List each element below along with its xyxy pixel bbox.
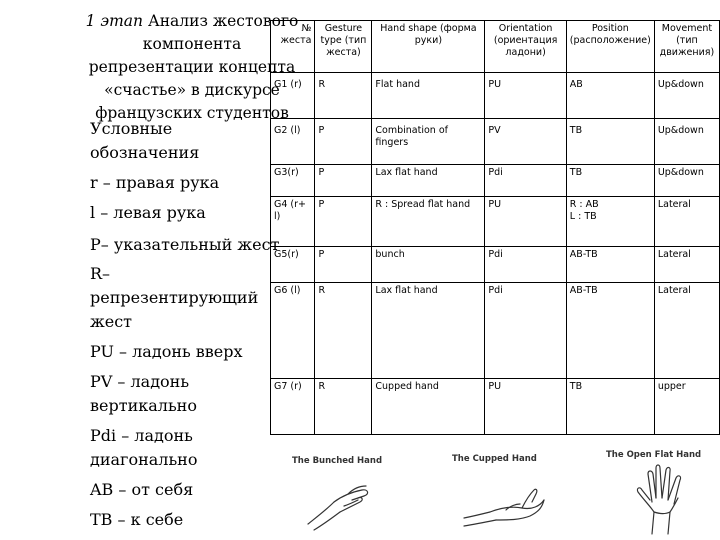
legend-item-pdi: Pdi – ладонь диагонально	[90, 426, 198, 469]
legend-item-p: P– указательный жест	[90, 235, 280, 254]
cell-shape: Lax flat hand	[372, 165, 485, 197]
cell-position: TB	[566, 165, 654, 197]
cell-movement: Up&down	[654, 73, 719, 119]
open-flat-hand-icon	[622, 462, 702, 536]
cell-gesture: G2 (l)	[271, 119, 315, 165]
cell-type: R	[315, 283, 372, 379]
caption-open-flat-hand: The Open Flat Hand	[606, 450, 702, 460]
header-position: Position (расположение)	[566, 21, 654, 73]
caption-bunched-hand: The Bunched Hand	[292, 456, 383, 466]
caption-cupped-hand: The Cupped Hand	[452, 454, 537, 464]
cell-gesture: G5(r)	[271, 247, 315, 283]
legend-item-tb: TB – к себе	[90, 510, 184, 529]
cell-orientation: PV	[485, 119, 566, 165]
cell-position: TB	[566, 119, 654, 165]
cell-movement: upper	[654, 379, 719, 435]
legend-item-r: r – правая рука	[90, 173, 220, 192]
slide-title	[82, 10, 302, 125]
cell-orientation: PU	[485, 73, 566, 119]
legend-item-pu: PU – ладонь вверх	[90, 342, 243, 361]
cell-type: P	[315, 119, 372, 165]
table-row	[271, 283, 720, 379]
table-row	[271, 247, 720, 283]
cell-movement: Lateral	[654, 197, 719, 247]
cell-movement: Lateral	[654, 283, 719, 379]
cell-orientation: Pdi	[485, 283, 566, 379]
table-header-row	[271, 21, 720, 73]
cupped-hand-icon	[460, 470, 550, 532]
cell-position: AB	[566, 73, 654, 119]
cell-movement: Up&down	[654, 165, 719, 197]
cell-position: TB	[566, 379, 654, 435]
table-row	[271, 73, 720, 119]
cell-gesture: G4 (r+ l)	[271, 197, 315, 247]
cell-shape: Cupped hand	[372, 379, 485, 435]
cell-orientation: PU	[485, 197, 566, 247]
header-gesture-number: № жеста	[271, 21, 315, 73]
cell-gesture: G7 (r)	[271, 379, 315, 435]
table-row	[271, 379, 720, 435]
title-text: Анализ жестового компонента репрезентации концепта «счастье» в дискурсе французских студентов	[88, 12, 299, 122]
cell-shape: Lax flat hand	[372, 283, 485, 379]
hand-illustrations	[270, 446, 720, 540]
legend-item-r-repr: R– репрезентирующий жест	[90, 264, 259, 331]
cell-shape: Flat hand	[372, 73, 485, 119]
legend-heading: Условные обозначения	[90, 119, 200, 162]
cell-gesture: G3(r)	[271, 165, 315, 197]
cell-type: P	[315, 247, 372, 283]
cell-type: P	[315, 197, 372, 247]
header-orientation: Orientation (ориентация ладони)	[485, 21, 566, 73]
table-row	[271, 165, 720, 197]
stage-label: 1 этап	[85, 12, 144, 30]
cell-orientation: Pdi	[485, 247, 566, 283]
legend-item-pv: PV – ладонь вертикально	[90, 372, 197, 415]
cell-shape: R : Spread flat hand	[372, 197, 485, 247]
cell-orientation: PU	[485, 379, 566, 435]
table-row	[271, 119, 720, 165]
legend-item-ab: AB – от себя	[90, 480, 194, 499]
cell-movement: Lateral	[654, 247, 719, 283]
cell-gesture: G6 (l)	[271, 283, 315, 379]
cell-movement: Up&down	[654, 119, 719, 165]
bunched-hand-icon	[300, 472, 380, 532]
cell-position: AB-TB	[566, 247, 654, 283]
cell-type: R	[315, 379, 372, 435]
table-row	[271, 197, 720, 247]
cell-gesture: G1 (r)	[271, 73, 315, 119]
header-gesture-type: Gesture type (тип жеста)	[315, 21, 372, 73]
legend-item-l: l – левая рука	[90, 203, 206, 222]
cell-shape: Combination of fingers	[372, 119, 485, 165]
header-hand-shape: Hand shape (форма руки)	[372, 21, 485, 73]
cell-shape: bunch	[372, 247, 485, 283]
cell-type: R	[315, 73, 372, 119]
header-movement: Movement (тип движения)	[654, 21, 719, 73]
cell-type: P	[315, 165, 372, 197]
gesture-table	[270, 20, 720, 435]
cell-orientation: Pdi	[485, 165, 566, 197]
cell-position: AB-TB	[566, 283, 654, 379]
cell-position: R : AB L : TB	[566, 197, 654, 247]
